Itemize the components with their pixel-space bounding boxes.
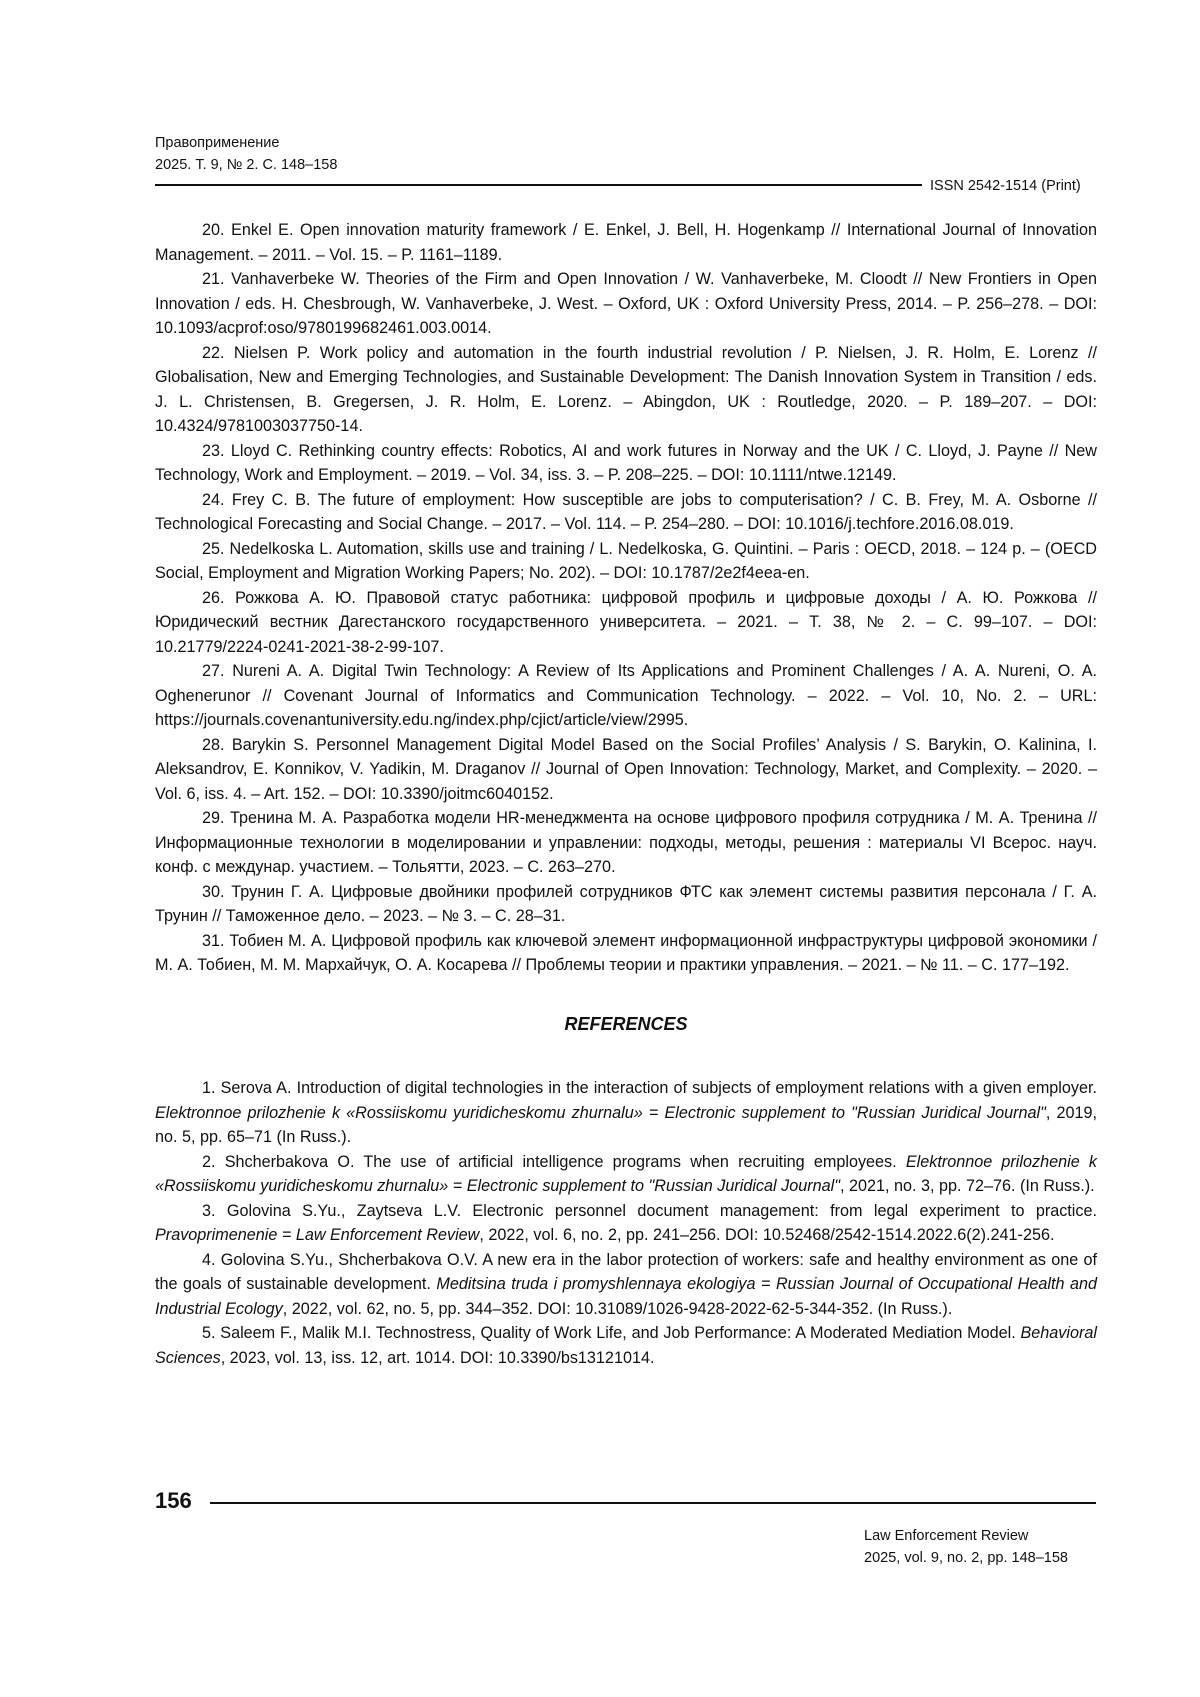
reference-item-en: 4. Golovina S.Yu., Shcherbakova O.V. A new era in the labor protection of workers: safe and healthy environment as one of the goals of sustainable development. Meditsina truda i promyshlennaya ekologiya = Russian Journal of Occupational Health and Industrial Ecology, 2022, vol. 62, no. 5, pp. 344–352. DOI: 10.31089/1026-9428-2022-62-5-344-352. (In Russ.). [155,1248,1097,1322]
reference-item-en: 2. Shcherbakova O. The use of artificial intelligence programs when recruiting employees. Elektronnoe prilozhenie k «Rossiiskomu yuridicheskomu zhurnalu» = Electronic supplement to "Russian Juridical Journal", 2021, no. 3, pp. 72–76. (In Russ.). [155,1150,1097,1199]
reference-list [155,218,1097,1370]
issue-info-en: 2025, vol. 9, no. 2, pp. 148–158 [864,1547,1068,1569]
reference-item: 28. Barykin S. Personnel Management Digital Model Based on the Social Profiles’ Analysis / S. Barykin, O. Kalinina, I. Aleksandrov, E. Konnikov, V. Yadikin, M. Draganov // Journal of Open Innovation: Technology, Market, and Complexity. – 2020. – Vol. 6, iss. 4. – Art. 152. – DOI: 10.3390/joitmc6040152. [155,733,1097,807]
reference-item: 24. Frey C. B. The future of employment: How susceptible are jobs to computerisation? / C. B. Frey, M. A. Osborne // Technological Forecasting and Social Change. – 2017. – Vol. 114. – P. 254–280. – DOI: 10.1016/j.techfore.2016.08.019. [155,488,1097,537]
header-rule [155,184,922,186]
journal-title-ru: Правоприменение [155,132,337,154]
journal-page [0,0,1200,1697]
reference-item: 27. Nureni A. A. Digital Twin Technology: A Review of Its Applications and Prominent Challenges / A. A. Nureni, O. A. Oghenerunor // Covenant Journal of Informatics and Communication Technology. – 2022. – Vol. 10, No. 2. – URL: https://journals.covenantuniversity.edu.ng/index.php/cjict/article/view/2995. [155,659,1097,733]
reference-item: 22. Nielsen P. Work policy and automation in the fourth industrial revolution / P. Nielsen, J. R. Holm, E. Lorenz // Globalisation, New and Emerging Technologies, and Sustainable Development: The Danish Innovation System in Transition / eds. J. L. Christensen, B. Gregersen, J. R. Holm, E. Lorenz. – Abingdon, UK : Routledge, 2020. – P. 189–207. – DOI: 10.4324/9781003037750-14. [155,341,1097,439]
journal-title-en: Law Enforcement Review [864,1525,1068,1547]
reference-item-en: 5. Saleem F., Malik M.I. Technostress, Quality of Work Life, and Job Performance: A Moderated Mediation Model. Behavioral Sciences, 2023, vol. 13, iss. 12, art. 1014. DOI: 10.3390/bs13121014. [155,1321,1097,1370]
reference-item-en: 1. Serova A. Introduction of digital technologies in the interaction of subjects of employment relations with a given employer. Elektronnoe prilozhenie k «Rossiiskomu yuridicheskomu zhurnalu» = Electronic supplement to "Russian Juridical Journal", 2019, no. 5, pp. 65–71 (In Russ.). [155,1076,1097,1150]
reference-item: 20. Enkel E. Open innovation maturity framework / E. Enkel, J. Bell, H. Hogenkamp // International Journal of Innovation Management. – 2011. – Vol. 15. – P. 1161–1189. [155,218,1097,267]
reference-item: 23. Lloyd C. Rethinking country effects: Robotics, AI and work futures in Norway and the UK / C. Lloyd, J. Payne // New Technology, Work and Employment. – 2019. – Vol. 34, iss. 3. – P. 208–225. – DOI: 10.1111/ntwe.12149. [155,439,1097,488]
references-heading: REFERENCES [155,1012,1097,1037]
page-number: 156 [155,1488,192,1514]
issue-info-ru: 2025. Т. 9, № 2. С. 148–158 [155,154,337,176]
reference-item: 26. Рожкова А. Ю. Правовой статус работника: цифровой профиль и цифровые доходы / А. Ю. Рожкова // Юридический вестник Дагестанского государственного университета. – 2021. – Т. 38, № 2. – С. 99–107. – DOI: 10.21779/2224-0241-2021-38-2-99-107. [155,586,1097,660]
reference-item: 25. Nedelkoska L. Automation, skills use and training / L. Nedelkoska, G. Quintini. – Paris : OECD, 2018. – 124 p. – (OECD Social, Employment and Migration Working Papers; No. 202). – DOI: 10.1787/2e2f4eea-en. [155,537,1097,586]
footer-rule [210,1502,1096,1504]
reference-item: 29. Тренина М. А. Разработка модели HR-менеджмента на основе цифрового профиля сотрудника / М. А. Тренина // Информационные технологии в моделировании и управлении: подходы, методы, решения : материалы VI Всерос. науч. конф. с междунар. участием. – Тольятти, 2023. – С. 263–270. [155,806,1097,880]
reference-item-en: 3. Golovina S.Yu., Zaytseva L.V. Electronic personnel document management: from legal experiment to practice. Pravoprimenenie = Law Enforcement Review, 2022, vol. 6, no. 2, pp. 241–256. DOI: 10.52468/2542-1514.2022.6(2).241-256. [155,1199,1097,1248]
issn: ISSN 2542-1514 (Print) [930,176,1081,196]
reference-item: 21. Vanhaverbeke W. Theories of the Firm and Open Innovation / W. Vanhaverbeke, M. Cloodt // New Frontiers in Open Innovation / eds. H. Chesbrough, W. Vanhaverbeke, J. West. – Oxford, UK : Oxford University Press, 2014. – P. 256–278. – DOI: 10.1093/acprof:oso/9780199682461.003.0014. [155,267,1097,341]
reference-item: 31. Тобиен М. А. Цифровой профиль как ключевой элемент информационной инфраструктуры цифровой экономики / М. А. Тобиен, М. М. Мархайчук, О. А. Косарева // Проблемы теории и практики управления. – 2021. – № 11. – С. 177–192. [155,929,1097,978]
running-footer-right [864,1525,1068,1569]
running-header-left [155,132,337,176]
reference-item: 30. Трунин Г. А. Цифровые двойники профилей сотрудников ФТС как элемент системы развития персонала / Г. А. Трунин // Таможенное дело. – 2023. – № 3. – С. 28–31. [155,880,1097,929]
